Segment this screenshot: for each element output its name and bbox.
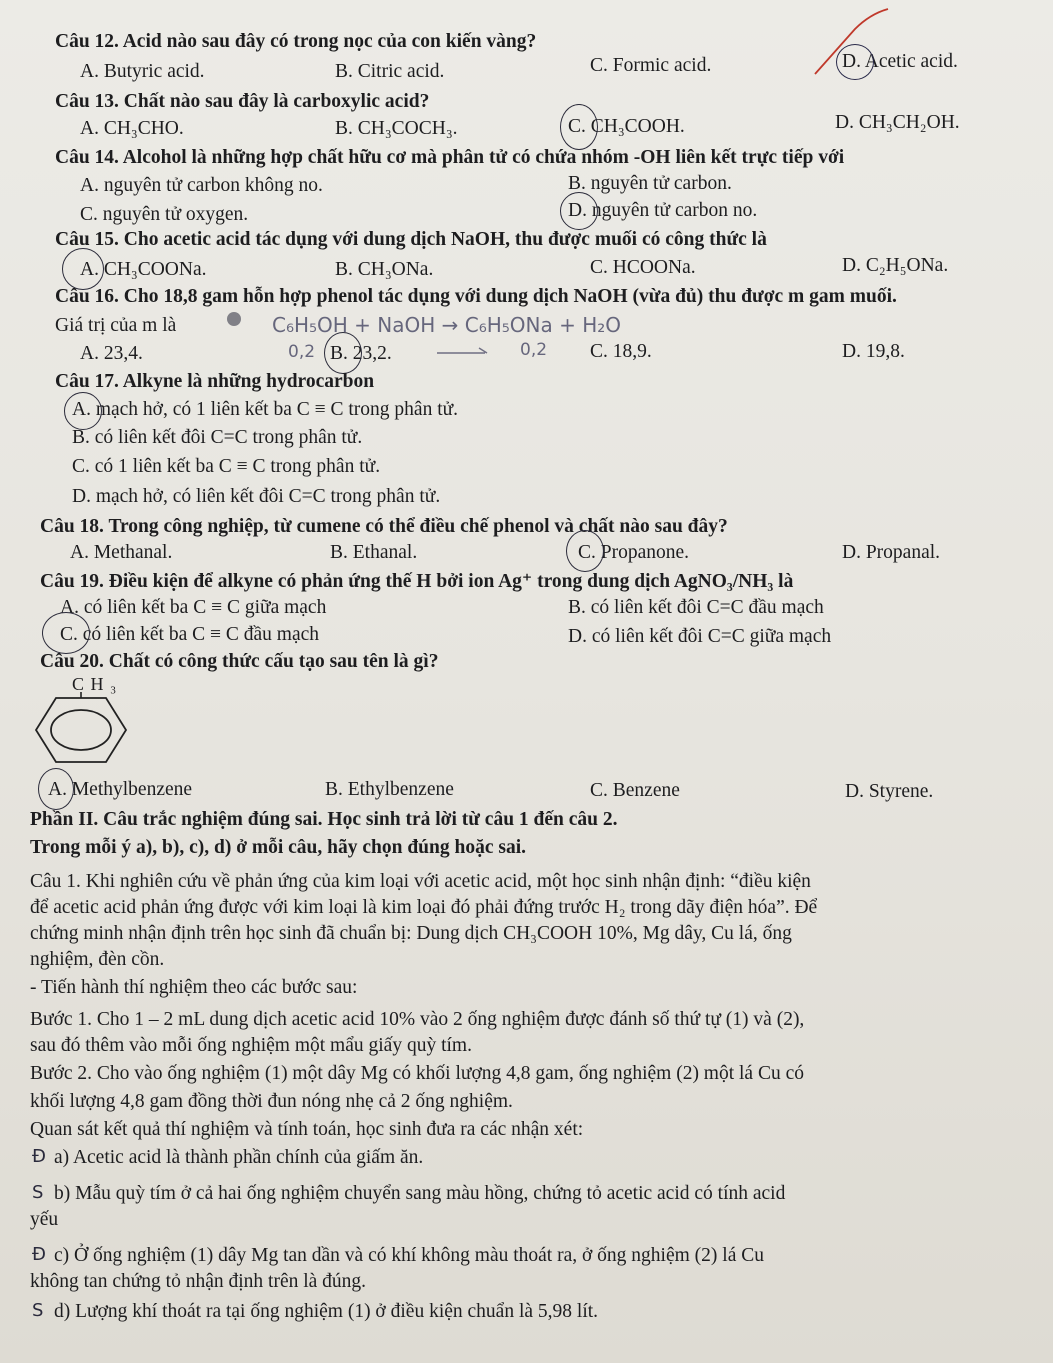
q15-option-c: C. HCOONa. bbox=[590, 257, 696, 278]
statement-b: b) Mẫu quỳ tím ở cả hai ống nghiệm chuyển sang màu hồng, chứng tỏ acetic acid có tính acid bbox=[54, 1183, 786, 1204]
part2-paragraph: khối lượng 4,8 gam đồng thời đun nóng nhẹ cả 2 ống nghiệm. bbox=[30, 1091, 513, 1112]
q20-option-a: A. Methylbenzene bbox=[48, 779, 193, 800]
q12-option-c: C. Formic acid. bbox=[590, 55, 712, 76]
handwritten-false-mark: S bbox=[32, 1300, 44, 1321]
part2-instruction: Trong mỗi ý a), b), c), d) ở mỗi câu, hãy chọn đúng hoặc sai. bbox=[30, 837, 527, 858]
q19-option-d: D. có liên kết đôi C=C giữa mạch bbox=[568, 626, 832, 647]
q18-option-c: C. Propanone. bbox=[578, 542, 690, 563]
q14-option-c: C. nguyên tử oxygen. bbox=[80, 204, 249, 225]
q13-stem: Câu 13. Chất nào sau đây là carboxylic acid? bbox=[55, 91, 430, 112]
q20-option-c: C. Benzene bbox=[590, 780, 680, 801]
handwritten-equation: C₆H₅OH + NaOH → C₆H₅ONa + H₂O bbox=[272, 313, 622, 337]
answer-circle-mark bbox=[566, 530, 604, 572]
handwritten-number: 0,2 bbox=[288, 342, 316, 362]
statement-c-cont: không tan chứng tỏ nhận định trên là đúng. bbox=[30, 1271, 367, 1292]
answer-circle-mark bbox=[42, 612, 90, 654]
q19-option-b: B. có liên kết đôi C=C đầu mạch bbox=[568, 597, 824, 618]
q16-stem: Câu 16. Cho 18,8 gam hỗn hợp phenol tác dụng với dung dịch NaOH (vừa đủ) thu được m gam muối. bbox=[55, 286, 897, 307]
q15-stem: Câu 15. Cho acetic acid tác dụng với dung dịch NaOH, thu được muối có công thức là bbox=[55, 229, 767, 250]
answer-circle-mark bbox=[560, 192, 598, 230]
statement-c: c) Ở ống nghiệm (1) dây Mg tan dần và có khí không màu thoát ra, ở ống nghiệm (2) lá Cu bbox=[54, 1245, 764, 1266]
part2-paragraph: sau đó thêm vào mỗi ống nghiệm một mẩu giấy quỳ tím. bbox=[30, 1035, 472, 1056]
part2-paragraph: để acetic acid phản ứng được với kim loại là kim loại đó phải đứng trước H₂ trong dãy điện hóa”. Để bbox=[30, 897, 818, 918]
q13-option-b: B. CH₃COCH₃. bbox=[335, 118, 458, 139]
handwritten-false-mark: S bbox=[32, 1182, 44, 1203]
q20-stem: Câu 20. Chất có công thức cấu tạo sau tên là gì? bbox=[40, 651, 439, 672]
q13-option-c: C. CH₃COOH. bbox=[568, 116, 685, 137]
q18-option-a: A. Methanal. bbox=[70, 542, 173, 563]
statement-b-cont: yếu bbox=[30, 1209, 59, 1230]
red-check-mark bbox=[800, 4, 900, 84]
q12-option-a: A. Butyric acid. bbox=[80, 61, 205, 82]
q15-option-d: D. C₂H₅ONa. bbox=[842, 255, 949, 276]
statement-a: a) Acetic acid là thành phần chính của giấm ăn. bbox=[54, 1147, 424, 1168]
q16-option-c: C. 18,9. bbox=[590, 341, 652, 362]
q12-stem: Câu 12. Acid nào sau đây có trong nọc của con kiến vàng? bbox=[55, 31, 537, 52]
q14-option-b: B. nguyên tử carbon. bbox=[568, 173, 732, 194]
q17-option-a: A. mạch hở, có 1 liên kết ba C ≡ C trong phân tử. bbox=[72, 399, 459, 420]
q14-option-d: D. nguyên tử carbon no. bbox=[568, 200, 758, 221]
part2-paragraph: chứng minh nhận định trên học sinh đã chuẩn bị: Dung dịch CH₃COOH 10%, Mg dây, Cu lá, ống bbox=[30, 923, 792, 944]
q16-stem-cont: Giá trị của m là bbox=[55, 315, 177, 336]
answer-circle-mark bbox=[38, 768, 74, 810]
q19-option-c: C. có liên kết ba C ≡ C đầu mạch bbox=[60, 624, 320, 645]
handwritten-true-mark: Đ bbox=[32, 1146, 46, 1167]
answer-circle-mark bbox=[324, 332, 362, 374]
part2-paragraph: nghiệm, đèn cồn. bbox=[30, 949, 165, 970]
q14-option-a: A. nguyên tử carbon không no. bbox=[80, 175, 323, 196]
q15-option-b: B. CH₃ONa. bbox=[335, 259, 434, 280]
q16-option-d: D. 19,8. bbox=[842, 341, 905, 362]
q17-option-d: D. mạch hở, có liên kết đôi C=C trong phân tử. bbox=[72, 486, 441, 507]
q18-stem: Câu 18. Trong công nghiệp, từ cumene có thể điều chế phenol và chất nào sau đây? bbox=[40, 516, 728, 537]
q14-stem: Câu 14. Alcohol là những hợp chất hữu cơ mà phân tử có chứa nhóm -OH liên kết trực tiếp với bbox=[55, 147, 845, 168]
arrow-mark bbox=[435, 345, 495, 361]
handwritten-true-mark: Đ bbox=[32, 1244, 46, 1265]
handwritten-number: 0,2 bbox=[520, 340, 548, 360]
q20-option-b: B. Ethylbenzene bbox=[325, 779, 454, 800]
q20-option-d: D. Styrene. bbox=[845, 781, 934, 802]
q16-option-b: B. 23,2. bbox=[330, 343, 392, 364]
answer-circle-mark bbox=[560, 104, 598, 150]
q17-option-b: B. có liên kết đôi C=C trong phân tử. bbox=[72, 427, 363, 448]
q16-option-a: A. 23,4. bbox=[80, 343, 143, 364]
part2-heading: Phần II. Câu trắc nghiệm đúng sai. Học sinh trả lời từ câu 1 đến câu 2. bbox=[30, 809, 618, 830]
scribble-mark bbox=[222, 306, 252, 332]
part2-paragraph: Quan sát kết quả thí nghiệm và tính toán, học sinh đưa ra các nhận xét: bbox=[30, 1119, 584, 1140]
answer-circle-mark bbox=[64, 392, 102, 430]
part2-paragraph: Câu 1. Khi nghiên cứu về phản ứng của kim loại với acetic acid, một học sinh nhận định: “điều kiện bbox=[30, 871, 811, 892]
q18-option-b: B. Ethanal. bbox=[330, 542, 418, 563]
benzene-ring-structure bbox=[28, 692, 138, 770]
part2-step1: Bước 1. Cho 1 – 2 mL dung dịch acetic acid 10% vào 2 ống nghiệm được đánh số thứ tự (1) và (2), bbox=[30, 1009, 805, 1030]
part2-paragraph: - Tiến hành thí nghiệm theo các bước sau: bbox=[30, 977, 358, 998]
q12-option-b: B. Citric acid. bbox=[335, 61, 445, 82]
methyl-substituent-label: C H ₃ bbox=[72, 674, 118, 694]
q12-option-d: D. Acetic acid. bbox=[842, 51, 958, 72]
answer-circle-mark bbox=[62, 248, 104, 290]
q19-option-a: A. có liên kết ba C ≡ C giữa mạch bbox=[60, 597, 327, 618]
part2-step2: Bước 2. Cho vào ống nghiệm (1) một dây Mg có khối lượng 4,8 gam, ống nghiệm (2) một lá Cu có bbox=[30, 1063, 805, 1084]
q13-option-a: A. CH₃CHO. bbox=[80, 118, 184, 139]
q19-stem: Câu 19. Điều kiện để alkyne có phản ứng thế H bởi ion Ag⁺ trong dung dịch AgNO₃/NH₃ là bbox=[40, 571, 794, 592]
q13-option-d: D. CH₃CH₂OH. bbox=[835, 112, 960, 133]
q15-option-a: A. CH₃COONa. bbox=[80, 259, 207, 280]
q18-option-d: D. Propanal. bbox=[842, 542, 941, 563]
statement-d: d) Lượng khí thoát ra tại ống nghiệm (1) ở điều kiện chuẩn là 5,98 lít. bbox=[54, 1301, 599, 1322]
q17-stem: Câu 17. Alkyne là những hydrocarbon bbox=[55, 371, 375, 392]
q17-option-c: C. có 1 liên kết ba C ≡ C trong phân tử. bbox=[72, 456, 381, 477]
